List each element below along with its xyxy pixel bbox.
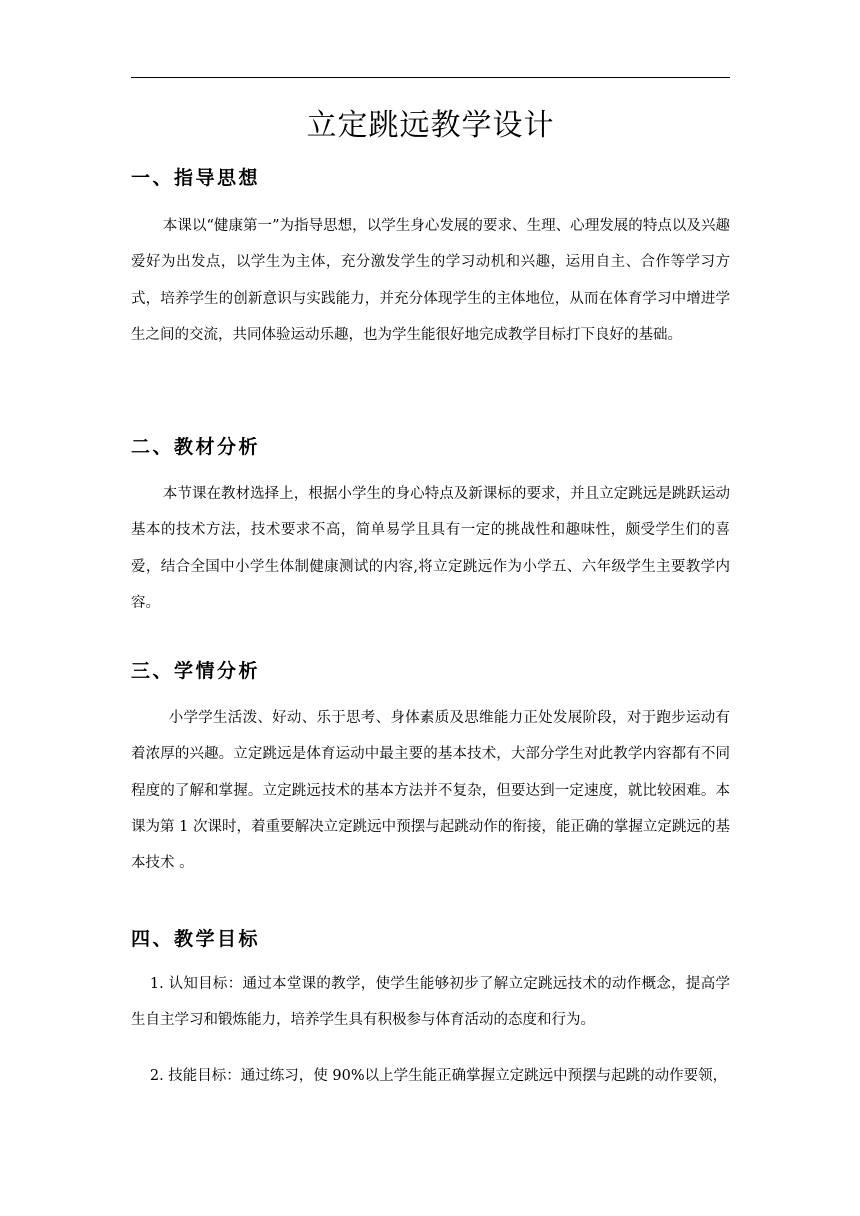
paragraph-student-analysis: 小学学生活泼、好动、乐于思考、身体素质及思维能力正处发展阶段，对于跑步运动有着浓厚的兴趣。立定跳远是体育运动中最主要的基本技术，大部分学生对此教学内容都有不同程度的了解和掌握。立定跳远技术的基本方法并不复杂，但要达到一定速度，就比较困难。本课为第 1 次课时，着重要解决立定跳远中预摆与起跳动作的衔接，能正确的掌握立定跳远的基本技术 。 [131, 710, 730, 872]
document-title: 立定跳远教学设计 [306, 108, 555, 143]
header-rule [131, 77, 730, 78]
paragraph-skill-goal: 2. 技能目标：通过练习，使 90%以上学生能正确掌握立定跳远中预摆与起跳的动作要领， [149, 1068, 728, 1084]
paragraph-guiding-ideology: 本课以“健康第一”为指导思想，以学生身心发展的要求、生理、心理发展的特点以及兴趣爱好为出发点，以学生为主体，充分激发学生的学习动机和兴趣，运用自主、合作等学习方式，培养学生的创新意识与实践能力，并充分体现学生的主体地位，从而在体育学习中增进学生之间的交流，共同体验运动乐趣，也为学生能很好地完成教学目标打下良好的基础。 [131, 218, 730, 343]
section-heading-guiding-ideology: 一、指导思想 [131, 167, 261, 189]
paragraph-cognitive-goal: 1. 认知目标：通过本堂课的教学，使学生能够初步了解立定跳远技术的动作概念，提高学生自主学习和锻炼能力，培养学生具有积极参与体育活动的态度和行为。 [131, 976, 730, 1029]
section-heading-student-analysis: 三、学情分析 [131, 660, 261, 682]
paragraph-material-analysis: 本节课在教材选择上，根据小学生的身心特点及新课标的要求，并且立定跳远是跳跃运动基本的技术方法，技术要求不高，简单易学且具有一定的挑战性和趣味性，颇受学生们的喜爱，结合全国中小学生体制健康测试的内容,将立定跳远作为小学五、六年级学生主要教学内容。 [131, 486, 730, 611]
section-heading-teaching-goals: 四、教学目标 [131, 928, 261, 950]
section-heading-material-analysis: 二、教材分析 [131, 436, 261, 458]
